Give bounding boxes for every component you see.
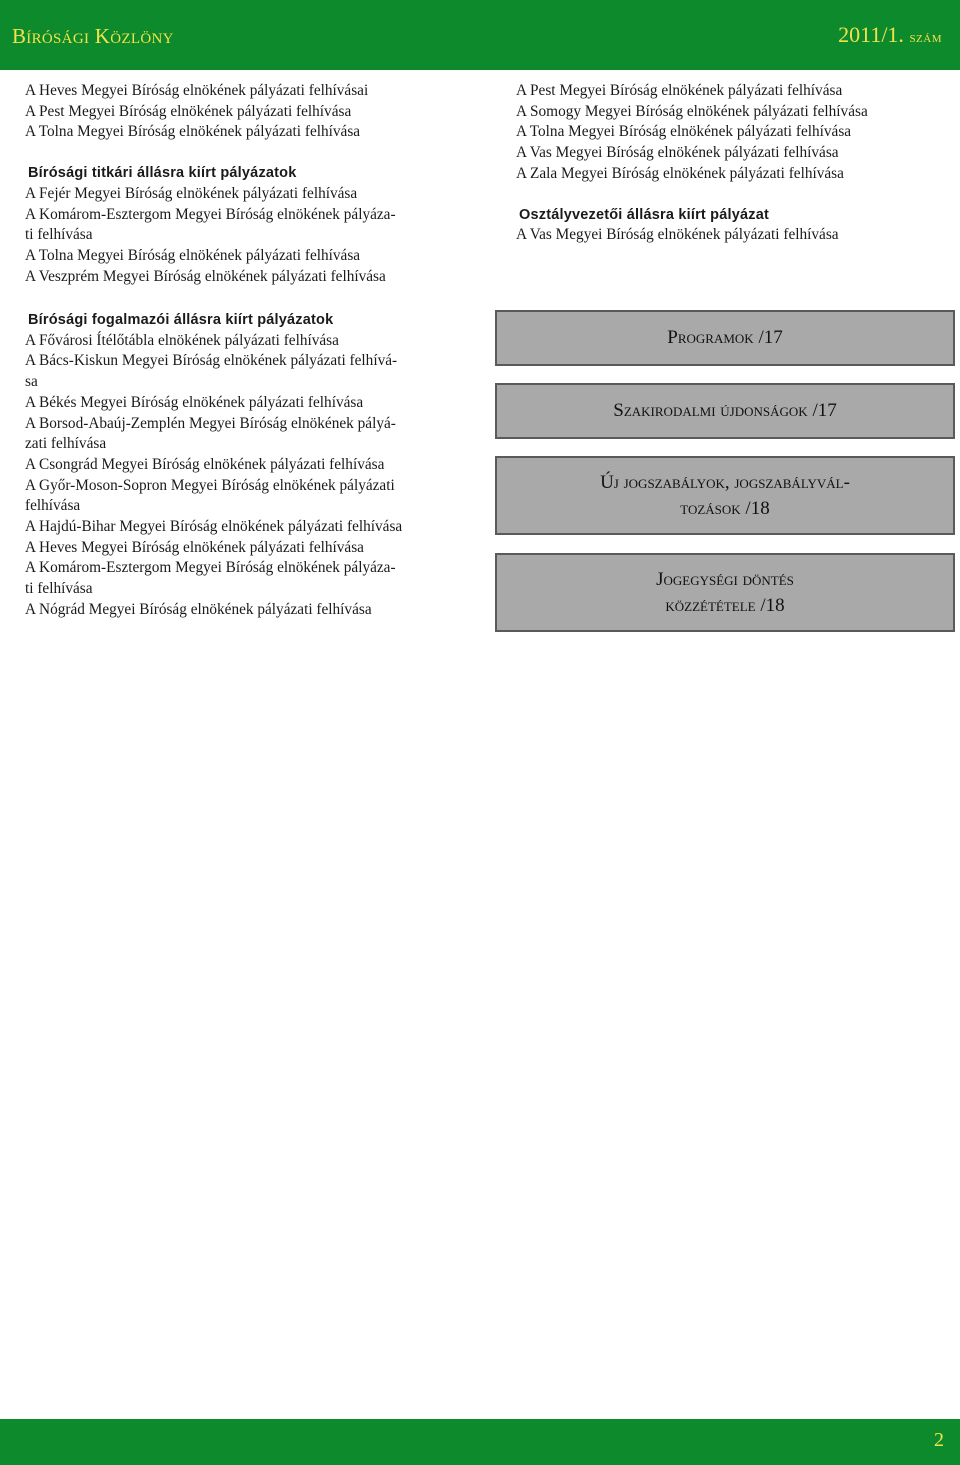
issue-label: szám [909,30,942,46]
box-label: Programok /17 [667,327,783,348]
list-item: A Heves Megyei Bíróság elnökének pályázati felhívása [25,538,364,556]
list-item: A Nógrád Megyei Bíróság elnökének pályázati felhívása [25,600,372,618]
list-item: A Csongrád Megyei Bíróság elnökének pályázati felhívása [25,455,385,473]
list-item: A Pest Megyei Bíróság elnökének pályázati felhívása [25,102,352,120]
list-item: felhívása [25,497,81,515]
list-item: A Borsod-Abaúj-Zemplén Megyei Bíróság elnökének pályá- [25,414,396,432]
list-item: zati felhívása [25,435,107,453]
box-szakirodalmi [495,383,955,439]
box-label: Jogegységi döntés [656,568,794,590]
box-programok [495,310,955,366]
page-number: 2 [934,1429,944,1451]
list-item: A Komárom-Esztergom Megyei Bíróság elnökének pályáza- [25,559,396,577]
box-label: közzététele /18 [665,594,785,616]
list-item: A Heves Megyei Bíróság elnökének pályázati felhívásai [25,82,369,99]
list-item: A Bács-Kiskun Megyei Bíróság elnökének pályázati felhívá- [25,352,398,370]
journal-title: Bírósági Közlöny [12,24,174,48]
list-item: A Fejér Megyei Bíróság elnökének pályázati felhívása [25,184,358,202]
left-column-top [25,81,396,287]
list-item: A Zala Megyei Bíróság elnökének pályázati felhívása [516,164,844,182]
section-heading-titkari: Bírósági titkári állásra kiírt pályázatok [28,165,297,182]
list-item: A Komárom-Esztergom Megyei Bíróság elnökének pályáza- [25,205,396,223]
list-item: A Somogy Megyei Bíróság elnökének pályázati felhívása [516,102,868,120]
section-heading-fogalmazoi: Bírósági fogalmazói állásra kiírt pályázatok [28,312,334,328]
header-band [0,0,960,70]
box-jogegysegi [495,553,955,632]
list-item: A Tolna Megyei Bíróság elnökének pályázati felhívása [516,123,852,141]
list-item: A Vas Megyei Bíróság elnökének pályázati felhívása [516,144,839,162]
list-item: A Vas Megyei Bíróság elnökének pályázati felhívása [516,226,839,244]
box-label: Szakirodalmi újdonságok /17 [613,400,837,421]
issue-number [838,22,942,48]
box-label: Új jogszabályok, jogszabályvál- [600,471,850,493]
list-item: A Hajdú-Bihar Megyei Bíróság elnökének pályázati felhívása [25,518,403,536]
left-column-fogalmazoi [25,310,402,621]
list-item: A Tolna Megyei Bíróság elnökének pályázati felhívása [25,246,361,264]
list-item: A Veszprém Megyei Bíróság elnökének pályázati felhívása [25,267,386,285]
list-item: A Pest Megyei Bíróság elnökének pályázati felhívása [516,82,843,99]
list-item: A Fővárosi Ítélőtábla elnökének pályázati felhívása [25,331,339,349]
box-uj-jogszabalyok [495,456,955,535]
list-item: sa [25,373,38,391]
issue-number-value: 2011/1. [838,22,904,47]
list-item: ti felhívása [25,226,93,244]
footer-band [0,1419,960,1465]
box-label: tozások /18 [680,497,770,519]
section-heading-osztalyvezetoi: Osztályvezetői állásra kiírt pályázat [519,206,769,223]
list-item: ti felhívása [25,580,93,598]
list-item: A Békés Megyei Bíróság elnökének pályázati felhívása [25,393,364,411]
right-column [516,81,868,246]
list-item: A Győr-Moson-Sopron Megyei Bíróság elnökének pályázati [25,476,395,494]
list-item: A Tolna Megyei Bíróság elnökének pályázati felhívása [25,123,361,141]
